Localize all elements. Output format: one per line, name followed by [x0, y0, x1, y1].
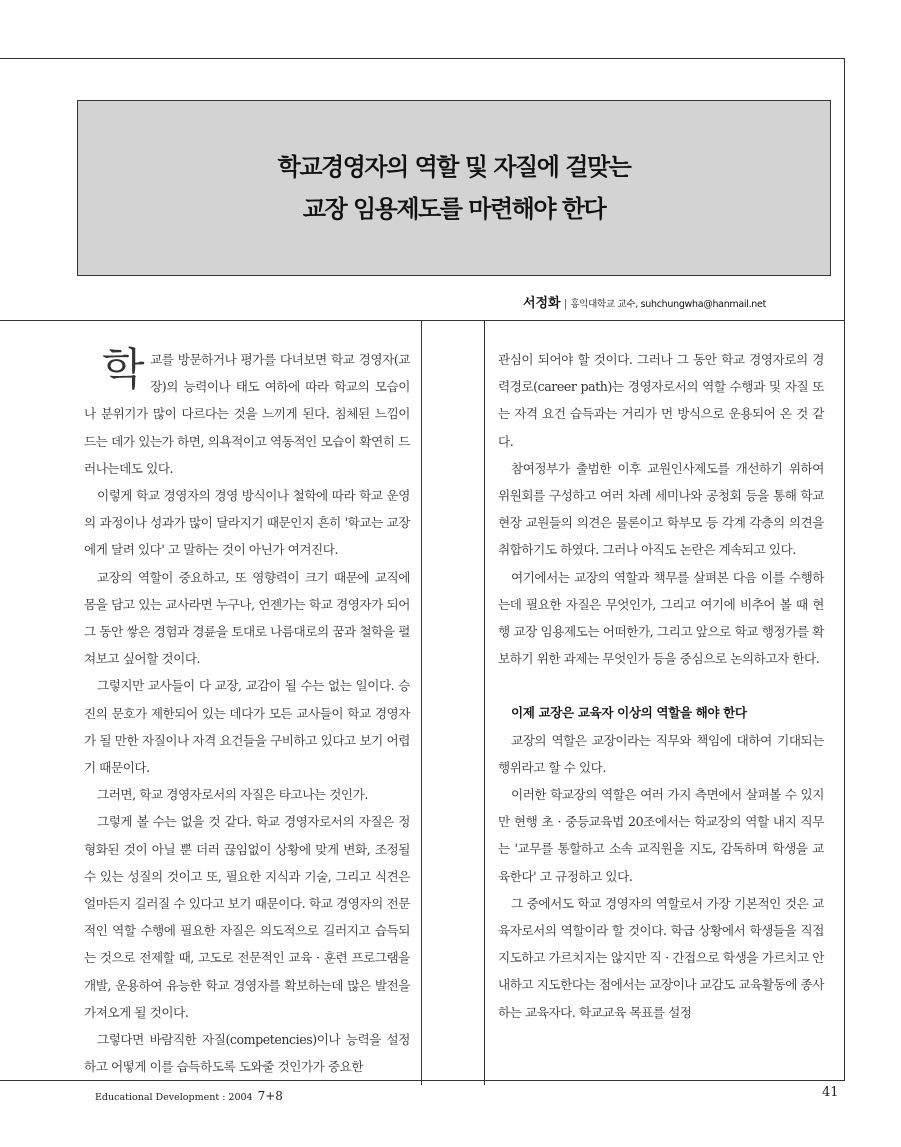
- right-frame-rule: [844, 58, 845, 1080]
- body-paragraph: 교장의 역할은 교장이라는 직무와 책임에 대하여 기대되는 행위라고 할 수 있다.: [498, 732, 824, 775]
- right-column: [498, 346, 824, 1026]
- body-paragraph: 그렇지만 교사들이 다 교장, 교감이 될 수는 없는 일이다. 승진의 문호가 제한되어 있는 데다가 모든 교사들이 학교 경영자가 될 만한 자질이나 자격 요건들을 구비하고 있다고 보기 어렵기 때문이다.: [84, 678, 410, 776]
- author-name: 서정화: [522, 296, 561, 311]
- byline: [523, 292, 766, 311]
- body-paragraph: 그 중에서도 학교 경영자의 역할로서 가장 기본적인 것은 교육자로서의 역할이라 할 것이다. 학급 상황에서 학생들을 직접 지도하고 가르치지는 않지만 직 · 간접으로 학생을 가르치고 안내하고 지도한다는 점에서는 교장이나 교감도 교육활동에 종사하는 교육자다. 학교교육 목표를 설정: [498, 895, 824, 1020]
- paragraph-text: 교를 방문하거나 평가를 다녀보면 학교 경영자(교장)의 능력이나 태도 여하에 따라 학교의 모습이나 분위기가 많이 다르다는 것을 느끼게 된다. 침체된 느낌이 드는 데가 있는가 하면, 의욕적이고 역동적인 모습이 확연히 드러나는데도 있다.: [84, 352, 410, 476]
- body-paragraph: 참여정부가 출범한 이후 교원인사제도를 개선하기 위하여 위원회를 구성하고 여러 차례 세미나와 공청회 등을 통해 학교 현장 교원들의 의견은 물론이고 학부모 등 각계 각층의 의견을 취합하기도 하였다. 그러나 아직도 논란은 계속되고 있다.: [498, 460, 824, 558]
- body-paragraph: 이렇게 학교 경영자의 경영 방식이나 철학에 따라 학교 운영의 과정이나 성과가 많이 달라지기 때문인지 흔히 '학교는 교장에게 달려 있다' 고 말하는 것이 아닌가 여겨진다.: [84, 488, 410, 558]
- title-box: [77, 100, 831, 276]
- journal-footer: [95, 1089, 283, 1103]
- page-number: 41: [822, 1085, 839, 1100]
- body-paragraph: 관심이 되어야 할 것이다. 그러나 그 동안 학교 경영자로의 경력경로(career path)는 경영자로서의 역할 수행과 및 자질 또는 자격 요건 습득과는 거리가 먼 방식으로 운용되어 온 것 같다.: [498, 352, 824, 449]
- header-divider-rule: [0, 320, 845, 321]
- left-column: [84, 346, 410, 1080]
- byline-separator: |: [563, 297, 568, 310]
- center-column-rule-right: [484, 320, 485, 1085]
- drop-cap: 학: [102, 344, 145, 395]
- body-paragraph: 여기에서는 교장의 역할과 책무를 살펴본 다음 이를 수행하는데 필요한 자질은 무엇인가, 그리고 여기에 비추어 볼 때 현행 교장 임용제도는 어떠한가, 그리고 앞으로 학교 행정가를 확보하기 위한 과제는 무엇인가 등을 중심으로 논의하고자 한다.: [498, 569, 824, 667]
- body-paragraph: 그러면, 학교 경영자로서의 자질은 타고나는 것인가.: [97, 787, 368, 803]
- title-line-1: 학교경영자의 역할 및 자질에 걸맞는: [277, 153, 631, 181]
- journal-name: Educational Development : 2004: [95, 1092, 253, 1103]
- journal-issue: 7+8: [257, 1089, 283, 1103]
- body-paragraph: 그렇게 볼 수는 없을 것 같다. 학교 경영자로서의 자질은 정형화된 것이 아닐 뿐 더러 끊임없이 상황에 맞게 변화, 조정될 수 있는 성질의 것이고 또, 필요한 지식과 기술, 그리고 식견은 얼마든지 길러질 수 있다고 보기 때문이다. 학교 경영자의 전문적인 역할 수행에 필요한 자질은 의도적으로 길러지고 습득되는 것으로 전제할 때, 고도로 전문적인 교육 · 훈련 프로그램을 개발, 운용하여 유능한 학교 경영자를 확보하는데 많은 발전을 가져오게 될 것이다.: [84, 814, 410, 1020]
- section-spacer: [498, 672, 824, 699]
- top-rule: [0, 58, 845, 59]
- author-affiliation: 홍익대학교 교수, suhchungwha@hanmail.net: [570, 299, 766, 310]
- body-paragraph: 그렇다면 바람직한 자질(competencies)이나 능력을 설정하고 어떻게 이를 습득하도록 도와줄 것인가가 중요한: [84, 1032, 410, 1075]
- body-paragraph: [84, 346, 410, 482]
- section-subheading: 이제 교장은 교육자 이상의 역할을 해야 한다: [511, 705, 747, 721]
- body-paragraph: 이러한 학교장의 역할은 여러 가지 측면에서 살펴볼 수 있지만 현행 초 · 중등교육법 20조에서는 학교장의 역할 내지 직무는 '교무를 통할하고 소속 교직원을 지도, 감독하며 학생을 교육한다' 고 규정하고 있다.: [498, 787, 824, 884]
- center-column-rule-left: [421, 320, 422, 1085]
- title-line-2: 교장 임용제도를 마련해야 한다: [302, 195, 606, 223]
- body-paragraph: 교장의 역할이 중요하고, 또 영향력이 크기 때문에 교직에 몸을 담고 있는 교사라면 누구나, 언젠가는 학교 경영자가 되어 그 동안 쌓은 경험과 경륜을 토대로 나름대로의 꿈과 철학을 펼쳐보고 싶어할 것이다.: [84, 569, 410, 667]
